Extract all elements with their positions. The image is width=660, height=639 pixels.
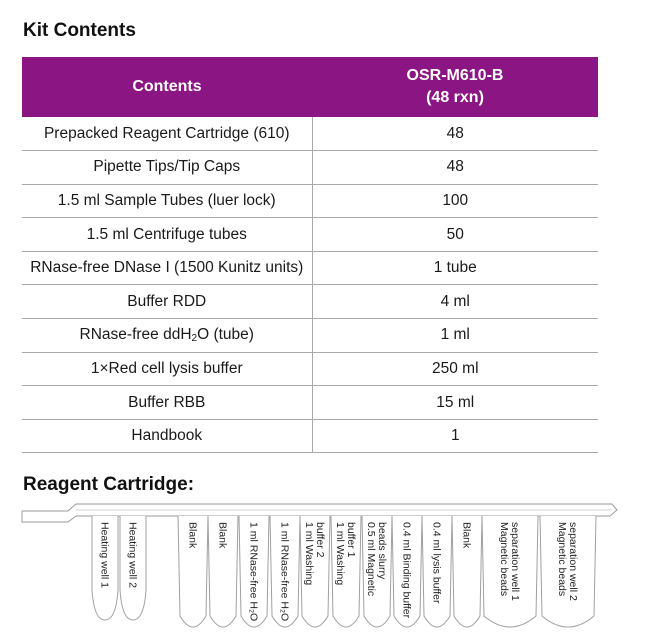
well-label: 1 ml RNase-free H₂O	[278, 522, 291, 622]
item-quantity: 48	[312, 151, 598, 185]
item-name: Buffer RBB	[22, 386, 312, 420]
table-header-row	[22, 57, 598, 117]
item-name-prefix: RNase-free ddH	[79, 326, 192, 344]
well-label: 1 ml Washing	[334, 522, 346, 586]
item-quantity: 15 ml	[312, 386, 598, 420]
product-code: OSR-M610-B	[406, 67, 504, 84]
item-name: Handbook	[22, 419, 312, 453]
item-quantity: 100	[312, 184, 598, 218]
well-label: Magnetic beads	[498, 522, 510, 597]
item-quantity: 48	[312, 117, 598, 151]
table-row	[22, 117, 598, 151]
product-column-header	[312, 57, 598, 117]
item-quantity: 1	[312, 419, 598, 453]
item-name: Buffer RDD	[22, 285, 312, 319]
item-name-subscript: 2	[191, 333, 198, 345]
well-label: 1 ml Washing	[303, 522, 315, 586]
well-label: 0.5 ml Magnetic	[365, 522, 377, 597]
item-name: Pipette Tips/Tip Caps	[22, 151, 312, 185]
item-name	[22, 319, 312, 353]
table-row	[22, 251, 598, 285]
table-row	[22, 419, 598, 453]
well-label: 1 ml RNase-free H₂O	[247, 522, 260, 622]
well-label: buffer 1	[345, 522, 357, 558]
product-reactions: (48 rxn)	[426, 89, 484, 106]
item-quantity: 4 ml	[312, 285, 598, 319]
well-label: 0.4 ml lysis buffer	[430, 522, 443, 604]
well-label: beads slurry	[376, 522, 388, 580]
item-quantity: 1 tube	[312, 251, 598, 285]
item-name-suffix: O (tube)	[197, 326, 254, 344]
table-row	[22, 151, 598, 185]
table-row	[22, 285, 598, 319]
well-label: Magnetic beads	[556, 522, 568, 597]
well-label: 0.4 ml Binding buffer	[400, 522, 413, 619]
item-quantity: 250 ml	[312, 352, 598, 386]
table-row	[22, 386, 598, 420]
contents-column-header: Contents	[22, 57, 312, 117]
table-row	[22, 218, 598, 252]
item-name: Prepacked Reagent Cartridge (610)	[22, 117, 312, 151]
table-row	[22, 352, 598, 386]
reagent-cartridge-heading: Reagent Cartridge:	[23, 474, 195, 495]
item-name: 1.5 ml Sample Tubes (luer lock)	[22, 184, 312, 218]
well-label: separation well 2	[567, 522, 579, 601]
reagent-cartridge-diagram	[20, 502, 620, 639]
item-quantity: 1 ml	[312, 319, 598, 353]
well-label: Heating well 1	[98, 522, 111, 588]
well-label: buffer 2	[314, 522, 326, 558]
item-name: RNase-free DNase I (1500 Kunitz units)	[22, 251, 312, 285]
well-label: separation well 1	[509, 522, 521, 601]
well-label: Blank	[186, 522, 199, 549]
well-label: Blank	[216, 522, 229, 549]
well-label: Blank	[460, 522, 473, 549]
well-label: Heating well 2	[126, 522, 139, 588]
table-row	[22, 184, 598, 218]
item-name: 1.5 ml Centrifuge tubes	[22, 218, 312, 252]
kit-contents-table	[22, 57, 598, 453]
item-name: 1×Red cell lysis buffer	[22, 352, 312, 386]
table-row	[22, 319, 598, 353]
item-quantity: 50	[312, 218, 598, 252]
kit-contents-heading: Kit Contents	[23, 20, 136, 41]
